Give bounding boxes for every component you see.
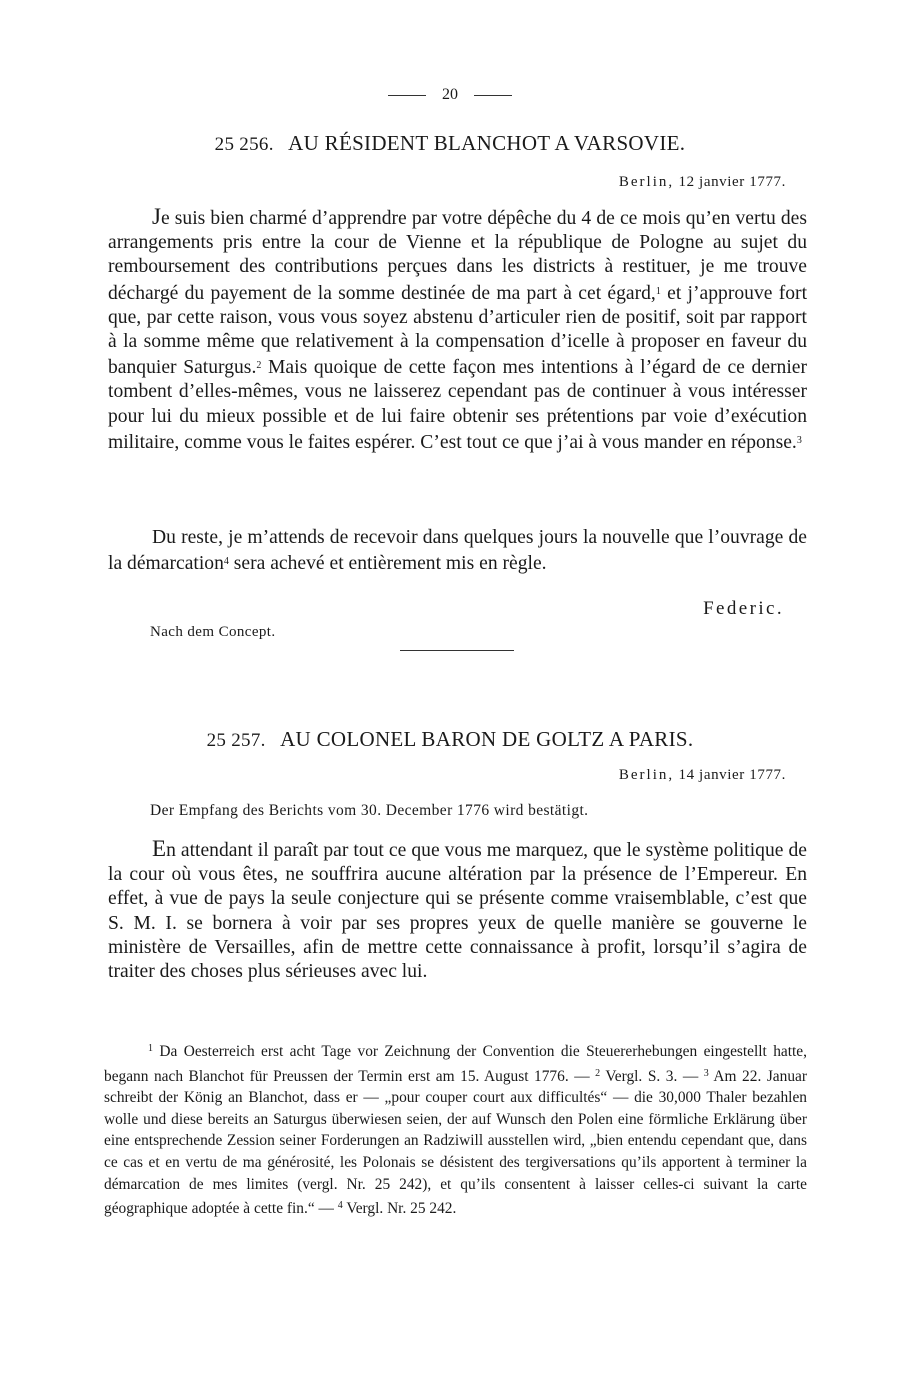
- letter-title: [0, 727, 900, 752]
- letter-paragraph: [108, 837, 807, 984]
- footnote-text: Da Oesterreich erst acht Tage vor Zeichnung der Convention die Steuererhebungen eingestellt hatte, begann nach Blanchot für Preussen der Termin erst am 15. August 1776. —: [104, 1043, 807, 1085]
- paragraph-text: e suis bien charmé d’apprendre par votre dépêche du 4 de ce mois qu’en vertu des arrangements pris entre la cour de Vienne et la république de Pologne au sujet du remboursement des contributions perçues dans les districts à restituer, je me trouve déchargé du payement de la somme destinée de ma part à cet égard,: [108, 208, 807, 304]
- letter-addressee: AU RÉSIDENT BLANCHOT A VARSOVIE.: [288, 131, 686, 155]
- letter-number: 25 256.: [214, 134, 274, 155]
- paragraph-text: et j’approuve fort que, par cette raison, vous vous soyez abstenu d’articuler rien de positif, soit par rapport à la somme même que relativement à la compensation d’icelle à proposer en faveur du banquier Saturgus.: [108, 282, 808, 379]
- dateline-date: 14 janvier 1777.: [678, 767, 786, 783]
- page-number: 20: [442, 86, 458, 103]
- dateline: [619, 174, 786, 191]
- footnote-marker: 4: [337, 1200, 343, 1212]
- letter-addressee: AU COLONEL BARON DE GOLTZ A PARIS.: [280, 727, 694, 751]
- paragraph-text: Mais quoique de cette façon mes intentions à l’égard de ce dernier tombent d’elles-mêmes, vous ne laisserez cependant pas de continuer à vous intéresser pour lui du mieux possible et de lui faire obtenir ses prétentions par voie d’exécution militaire, comme vous le faites espérer. C’est tout ce que j’ai à vous mander en réponse.: [108, 357, 807, 453]
- dateline-place: Berlin,: [618, 767, 675, 783]
- footnote-marker: 3: [796, 434, 802, 446]
- letter-title: [0, 131, 900, 156]
- footnote-marker: 2: [256, 360, 262, 372]
- letter-paragraph: [108, 526, 807, 576]
- dateline-place: Berlin,: [618, 174, 675, 190]
- footnote-marker: 4: [223, 556, 229, 568]
- dateline-date: 12 janvier 1777.: [678, 174, 786, 190]
- dateline: [619, 767, 786, 784]
- letter-paragraph: [108, 205, 807, 455]
- signature: Federic.: [703, 598, 784, 619]
- initial-letter: J: [152, 204, 161, 229]
- header-rule-right: [474, 95, 512, 96]
- footnote-text: Vergl. Nr. 25 242.: [342, 1200, 457, 1218]
- paragraph-text: sera achevé et entièrement mis en règle.: [228, 553, 547, 575]
- source-note: Nach dem Concept.: [150, 624, 276, 640]
- paragraph-text: n attendant il paraît par tout ce que vous me marquez, que le système politique de la cour où vous êtes, ne souffrira aucune altération par la présence de l’Empereur. En effet, à vue de pays la seule conjecture qui se présente comme vraisemblable, c’est que S. M. I. se bornera à voir par ses propres yeux de quelle manière se gouverne le ministère de Versailles, afin de mettre cette connaissance à profit, lorsqu’il s’agira de traiter des choses plus sérieuses avec lui.: [108, 840, 807, 983]
- footnote-marker: 1: [148, 1043, 153, 1054]
- footnote-marker: 3: [703, 1067, 709, 1079]
- footnote-text: Vergl. S. 3. —: [600, 1067, 704, 1085]
- section-divider: [400, 650, 514, 651]
- receipt-note: Der Empfang des Berichts vom 30. December 1776 wird bestätigt.: [150, 802, 589, 819]
- page-header: [0, 86, 900, 104]
- letter-number: 25 257.: [206, 730, 266, 751]
- header-rule-left: [388, 95, 426, 96]
- footnotes: [104, 1038, 807, 1220]
- footnote-marker: 1: [655, 285, 661, 297]
- paragraph-text: Du reste, je m’attends de recevoir dans quelques jours la nouvelle que l’ouvrage de la démarcation: [108, 527, 807, 575]
- initial-letter: E: [152, 836, 167, 861]
- footnote-marker: 2: [595, 1067, 601, 1079]
- footnote-text: Am 22. Januar schreibt der König an Blanchot, dass er — „pour couper court aux difficultés“ — die 30,000 Thaler bezahlen wolle und diese bereits an Saturgus überwiesen seien, der auf Wunsch den Polen eine förmliche Erklärung über eine entsprechende Zession seiner Forderungen an Radziwill ausstellen wird, „bien entendu cependant que, dans ce cas et en vertu de ma générosité, les Polonais se désistent des tergiversations qu’ils apportent à terminer la démarcation de mes limites (vergl. Nr. 25 242), et qu’ils consentent à laisser celles-ci suivant la carte géographique adoptée à cette fin.“ —: [104, 1067, 807, 1218]
